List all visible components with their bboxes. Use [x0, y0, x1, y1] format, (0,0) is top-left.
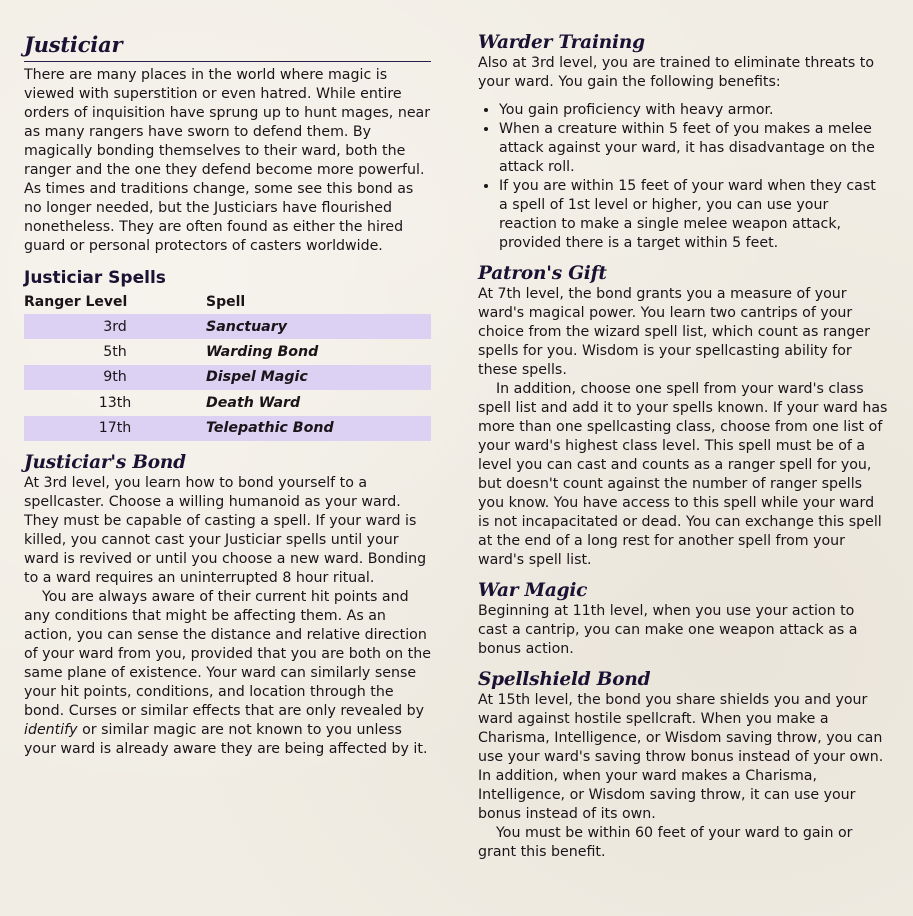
- warder-benefits-list: [478, 101, 888, 253]
- table-row: [24, 416, 431, 441]
- table-row: [24, 390, 431, 415]
- heading-rule: [24, 61, 431, 62]
- bond-paragraph-1: At 3rd level, you learn how to bond yourself to a spellcaster. Choose a willing humanoid as your ward. They must be capable of casting a spell. If your ward is killed, you cannot cast your Justiciar spells until your ward is revived or until you choose a new ward. Bonding to a ward requires an uninterrupted 8 hour ritual.: [24, 474, 427, 586]
- war-magic-paragraph: Beginning at 11th level, when you use your action to cast a cantrip, you can make one weapon attack as a bonus action.: [478, 603, 858, 657]
- table-row: [24, 339, 431, 364]
- row-spell: Sanctuary: [206, 314, 431, 339]
- justiciar-intro: There are many places in the world where magic is viewed with superstition or even hatred. While entire orders of inquisition have sprung up to hunt mages, near as many rangers have sworn to defend them. By magically bonding themselves to their ward, both the ranger and the one they defend become more powerful. As times and traditions change, some see this bond as no longer needed, but the Justiciars have flourished nonetheless. They are often found as either the hired guard or personal protectors of casters worldwide.: [24, 67, 431, 254]
- header-ranger-level: Ranger Level: [24, 293, 128, 310]
- bond-p2-text-end: or similar magic are not known to you unless your ward is already aware they are being affected by it.: [24, 721, 428, 757]
- spells-table-title: Justiciar Spells: [24, 268, 166, 288]
- list-item: • You gain proficiency with heavy armor.: [499, 101, 888, 120]
- patron-heading: Patron's Gift: [478, 263, 607, 284]
- spells-table: [24, 289, 431, 441]
- warder-intro: Also at 3rd level, you are trained to eliminate threats to your ward. You gain the following benefits:: [478, 55, 874, 90]
- table-row: [24, 314, 431, 339]
- spellshield-paragraph-1: At 15th level, the bond you share shields you and your ward against hostile spellcraft. When you make a Charisma, Intelligence, or Wisdom saving throw, you can use your ward's saving throw bonus instead of your own. In addition, when your ward makes a Charisma, Intelligence, or Wisdom saving throw, it can use your bonus instead of its own.: [478, 692, 884, 822]
- spellshield-heading: Spellshield Bond: [478, 669, 651, 690]
- bond-p2-text: You are always aware of their current hit points and any conditions that might be affecting them. As an action, you can sense the distance and relative direction of your ward from you, provided that you are both on the same plane of existence. Your ward can similarly sense your hit points, conditions, and location through the bond. Curses or similar effects that are only revealed by: [24, 588, 431, 719]
- row-level: 3rd: [24, 314, 206, 339]
- war-magic-heading: War Magic: [478, 580, 588, 601]
- spells-table-header: [24, 289, 431, 314]
- patron-paragraph-1: At 7th level, the bond grants you a measure of your ward's magical power. You learn two cantrips of your choice from the wizard spell list, which count as ranger spells for you. Wisdom is your spellcasting ability for these spells.: [478, 286, 870, 378]
- bond-heading: Justiciar's Bond: [24, 451, 186, 473]
- patron-paragraph-2: In addition, choose one spell from your ward's class spell list and add it to your spells known. If your ward has more than one spellcasting class, choose from one list of your ward's highest class level. This spell must be of a level you can cast and counts as a ranger spell for you, but doesn't count against the number of ranger spells you know. You have access to this spell while your ward is not incapacitated or dead. You can exchange this spell at the end of a long rest for another spell from your ward's spell list.: [478, 381, 888, 568]
- row-level: 9th: [24, 365, 206, 390]
- row-spell: Telepathic Bond: [206, 416, 431, 441]
- left-column: [24, 32, 431, 759]
- header-spell: Spell: [206, 293, 246, 310]
- list-item: • When a creature within 5 feet of you makes a melee attack against your ward, it has disadvantage on the attack roll.: [499, 120, 888, 177]
- warder-heading: Warder Training: [478, 32, 645, 53]
- row-level: 13th: [98, 394, 132, 411]
- row-spell: Death Ward: [206, 394, 301, 411]
- spellshield-paragraph-2: You must be within 60 feet of your ward to gain or grant this benefit.: [478, 825, 853, 860]
- justiciar-heading: Justiciar: [24, 32, 123, 57]
- row-spell: Warding Bond: [206, 344, 319, 361]
- identify-term: identify: [24, 721, 78, 738]
- table-row: [24, 365, 431, 390]
- row-spell: Dispel Magic: [206, 365, 431, 390]
- list-item: • If you are within 15 feet of your ward when they cast a spell of 1st level or higher, you can use your reaction to make a single melee weapon attack, provided there is a target within 5 feet.: [499, 177, 888, 253]
- right-column: [478, 31, 888, 862]
- bond-paragraph-2: [24, 588, 431, 759]
- row-level: 17th: [24, 416, 206, 441]
- row-level: 5th: [103, 344, 127, 361]
